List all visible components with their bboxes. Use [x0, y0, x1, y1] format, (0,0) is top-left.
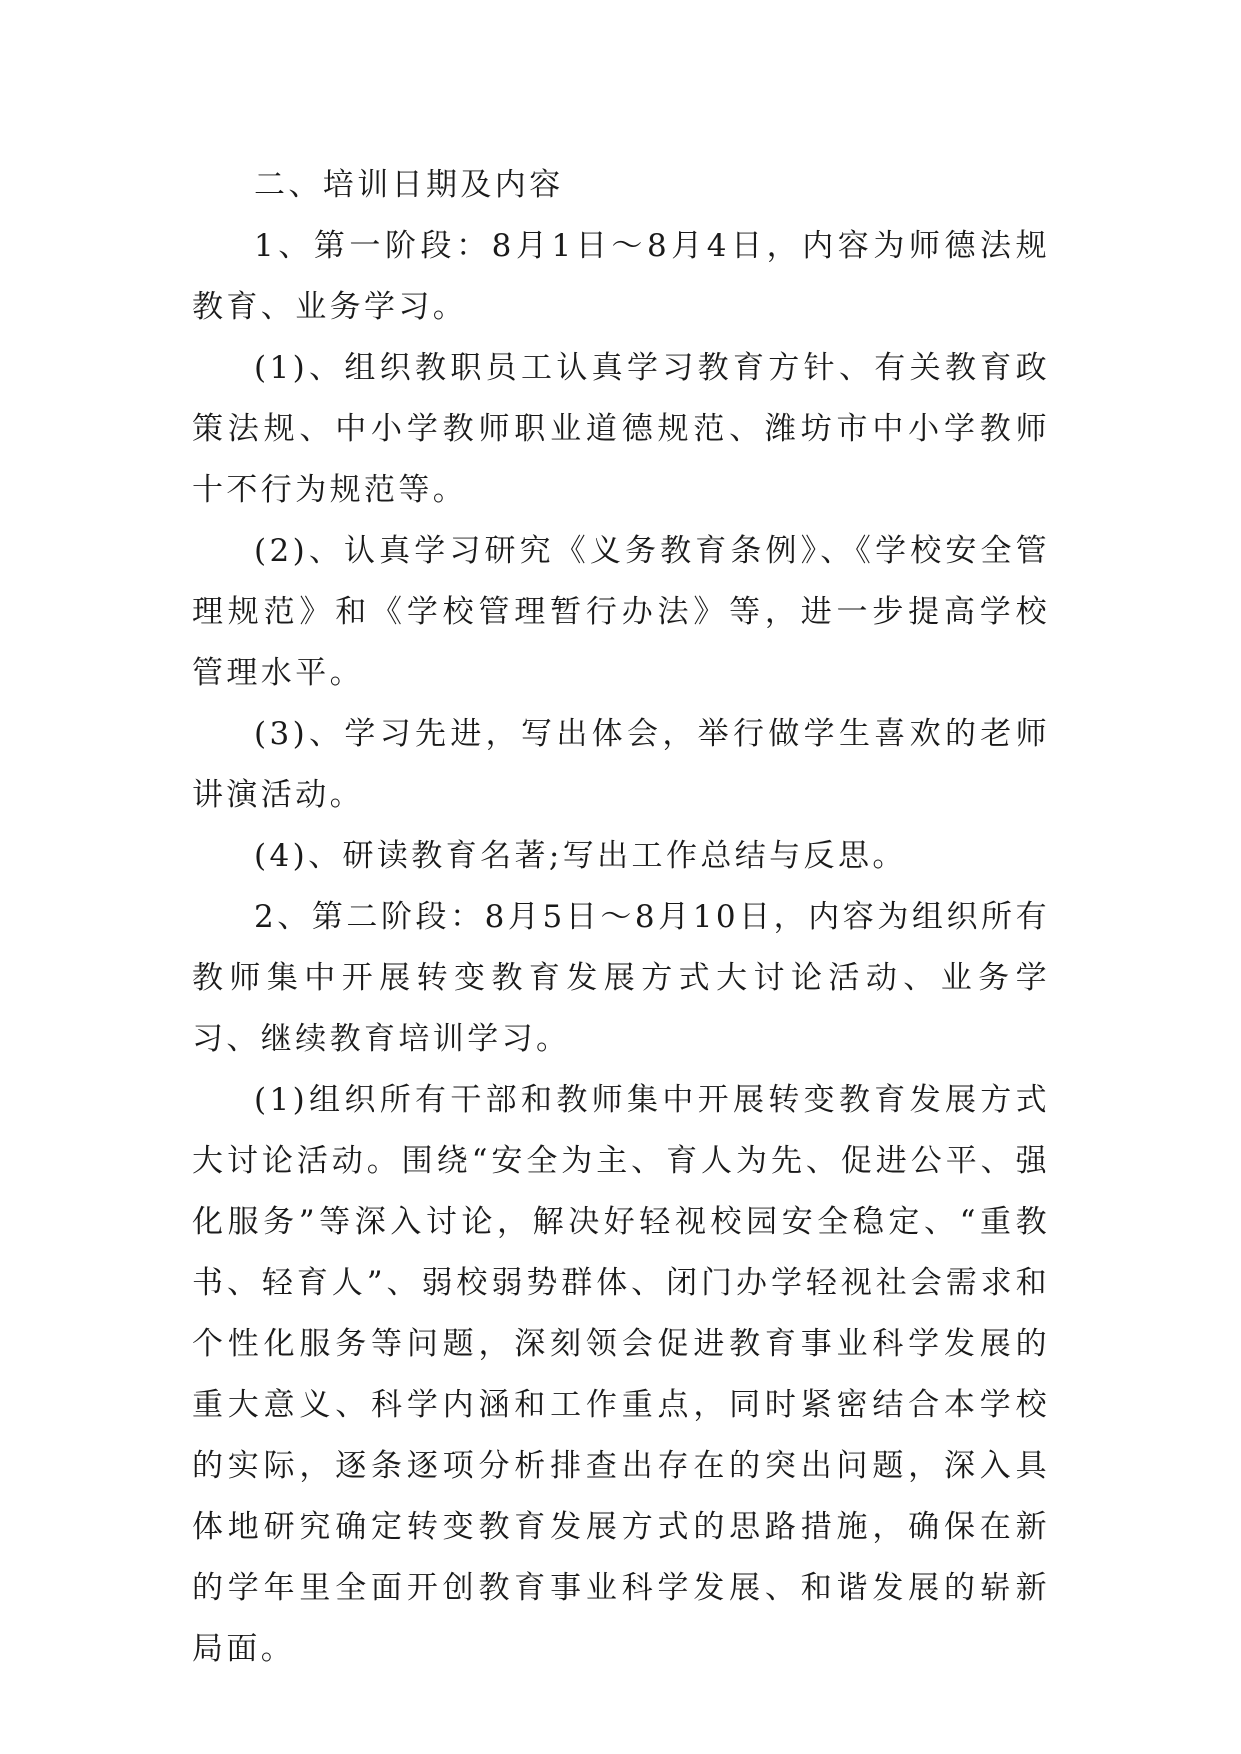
stage-two-item-1: (1)组织所有干部和教师集中开展转变教育发展方式大讨论活动。围绕“安全为主、育人为先、促进公平、强化服务”等深入讨论，解决好轻视校园安全稳定、“重教书、轻育人”、弱校弱势群体、闭门办学轻视社会需求和个性化服务等问题，深刻领会促进教育事业科学发展的重大意义、科学内涵和工作重点，同时紧密结合本学校的实际，逐条逐项分析排查出存在的突出问题，深入具体地研究确定转变教育发展方式的思路措施，确保在新的学年里全面开创教育事业科学发展、和谐发展的崭新局面。: [192, 1082, 1050, 1667]
document-body: [192, 155, 1050, 1680]
stage-one-item-4: (4)、研读教育名著;写出工作总结与反思。: [254, 838, 907, 874]
stage-one-item-2: (2)、认真学习研究《义务教育条例》、《学校安全管理规范》和《学校管理暂行办法》等，进一步提高学校管理水平。: [192, 533, 1050, 691]
stage-two-paragraph: 2、第二阶段：8月5日～8月10日，内容为组织所有教师集中开展转变教育发展方式大讨论活动、业务学习、继续教育培训学习。: [192, 899, 1050, 1057]
section-heading: 二、培训日期及内容: [254, 167, 564, 203]
stage-one-item-3: (3)、学习先进，写出体会，举行做学生喜欢的老师讲演活动。: [192, 716, 1050, 813]
stage-one-paragraph: 1、第一阶段：8月1日～8月4日，内容为师德法规教育、业务学习。: [192, 228, 1050, 325]
stage-one-item-1: (1)、组织教职员工认真学习教育方针、有关教育政策法规、中小学教师职业道德规范、潍坊市中小学教师十不行为规范等。: [192, 350, 1050, 508]
